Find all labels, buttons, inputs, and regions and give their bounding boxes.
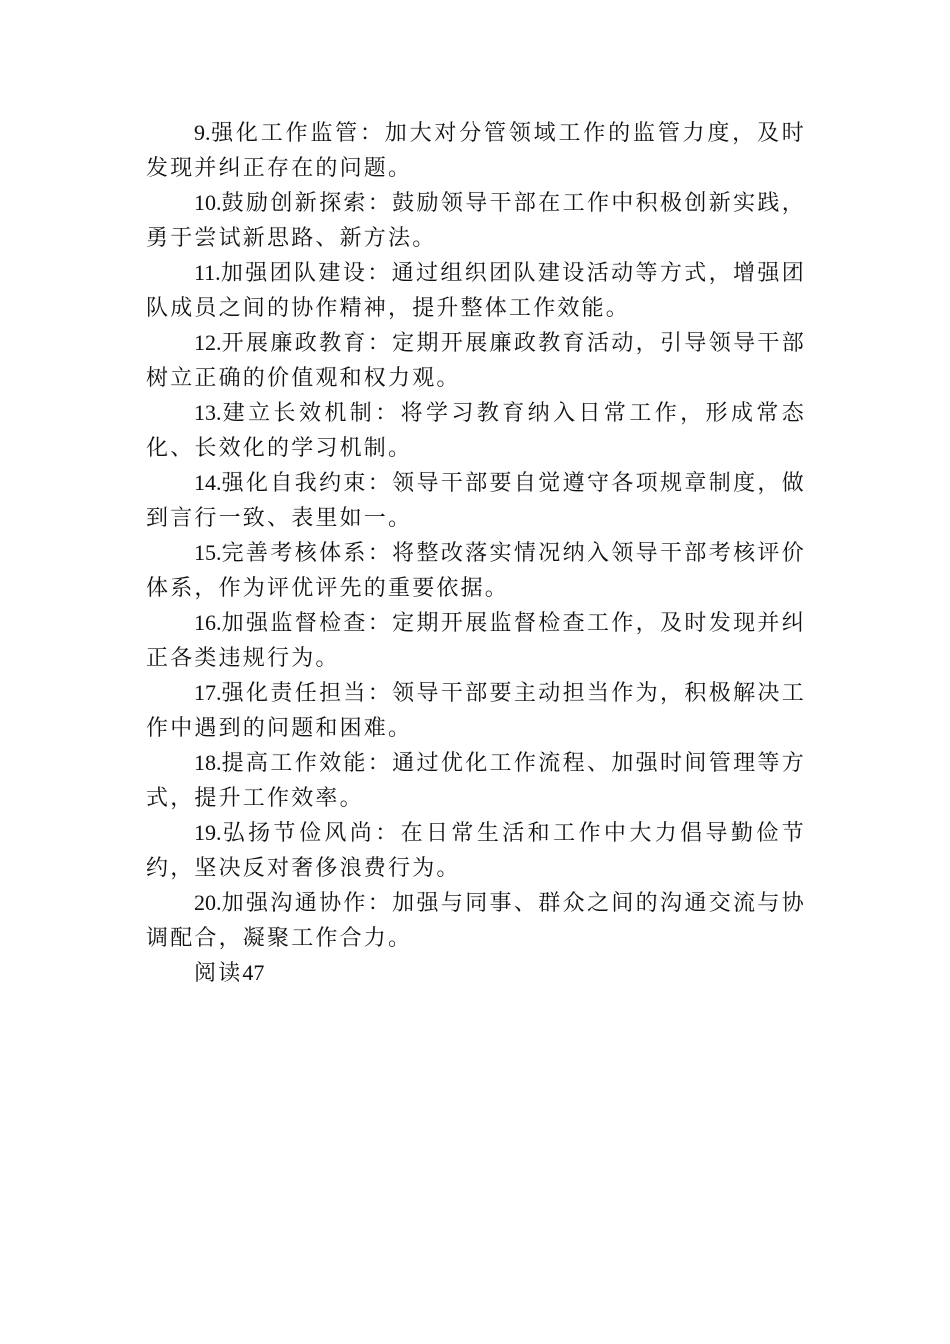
list-item bbox=[146, 326, 806, 396]
list-item bbox=[146, 746, 806, 816]
item-text: 完善考核体系：将整改落实情况纳入领导干部考核评价体系，作为评优评先的重要依据。 bbox=[146, 541, 806, 601]
item-number: 9. bbox=[194, 120, 211, 145]
item-text: 开展廉政教育：定期开展廉政教育活动，引导领导干部树立正确的价值观和权力观。 bbox=[146, 331, 806, 391]
list-item bbox=[146, 256, 806, 326]
list-item bbox=[146, 116, 806, 186]
item-number: 20. bbox=[194, 890, 222, 915]
list-item bbox=[146, 186, 806, 256]
item-number: 14. bbox=[194, 470, 222, 495]
item-text: 强化责任担当：领导干部要主动担当作为，积极解决工作中遇到的问题和困难。 bbox=[146, 681, 806, 741]
list-item bbox=[146, 466, 806, 536]
read-count bbox=[146, 956, 806, 992]
item-number: 15. bbox=[194, 540, 222, 565]
list-item bbox=[146, 816, 806, 886]
item-number: 17. bbox=[194, 680, 222, 705]
item-number: 12. bbox=[194, 330, 222, 355]
document-body bbox=[146, 116, 806, 992]
item-number: 18. bbox=[194, 750, 222, 775]
item-text: 加强沟通协作：加强与同事、群众之间的沟通交流与协调配合，凝聚工作合力。 bbox=[146, 891, 806, 951]
list-item bbox=[146, 396, 806, 466]
list-item bbox=[146, 886, 806, 956]
list-item bbox=[146, 536, 806, 606]
item-text: 建立长效机制：将学习教育纳入日常工作，形成常态化、长效化的学习机制。 bbox=[146, 401, 806, 461]
item-text: 鼓励创新探索：鼓励领导干部在工作中积极创新实践，勇于尝试新思路、新方法。 bbox=[146, 191, 806, 251]
item-number: 19. bbox=[194, 820, 222, 845]
item-number: 13. bbox=[194, 400, 222, 425]
read-count-value: 47 bbox=[242, 960, 265, 985]
item-number: 11. bbox=[194, 260, 221, 285]
read-count-label: 阅读 bbox=[194, 961, 243, 986]
item-text: 强化工作监管：加大对分管领域工作的监管力度，及时发现并纠正存在的问题。 bbox=[146, 121, 806, 181]
list-item bbox=[146, 676, 806, 746]
item-text: 弘扬节俭风尚：在日常生活和工作中大力倡导勤俭节约，坚决反对奢侈浪费行为。 bbox=[146, 821, 806, 881]
item-number: 10. bbox=[194, 190, 222, 215]
item-text: 提高工作效能：通过优化工作流程、加强时间管理等方式，提升工作效率。 bbox=[146, 751, 806, 811]
item-text: 加强团队建设：通过组织团队建设活动等方式，增强团队成员之间的协作精神，提升整体工作效能。 bbox=[146, 261, 806, 321]
item-number: 16. bbox=[194, 610, 222, 635]
item-text: 强化自我约束：领导干部要自觉遵守各项规章制度，做到言行一致、表里如一。 bbox=[146, 471, 806, 531]
item-text: 加强监督检查：定期开展监督检查工作，及时发现并纠正各类违规行为。 bbox=[146, 611, 806, 671]
list-item bbox=[146, 606, 806, 676]
